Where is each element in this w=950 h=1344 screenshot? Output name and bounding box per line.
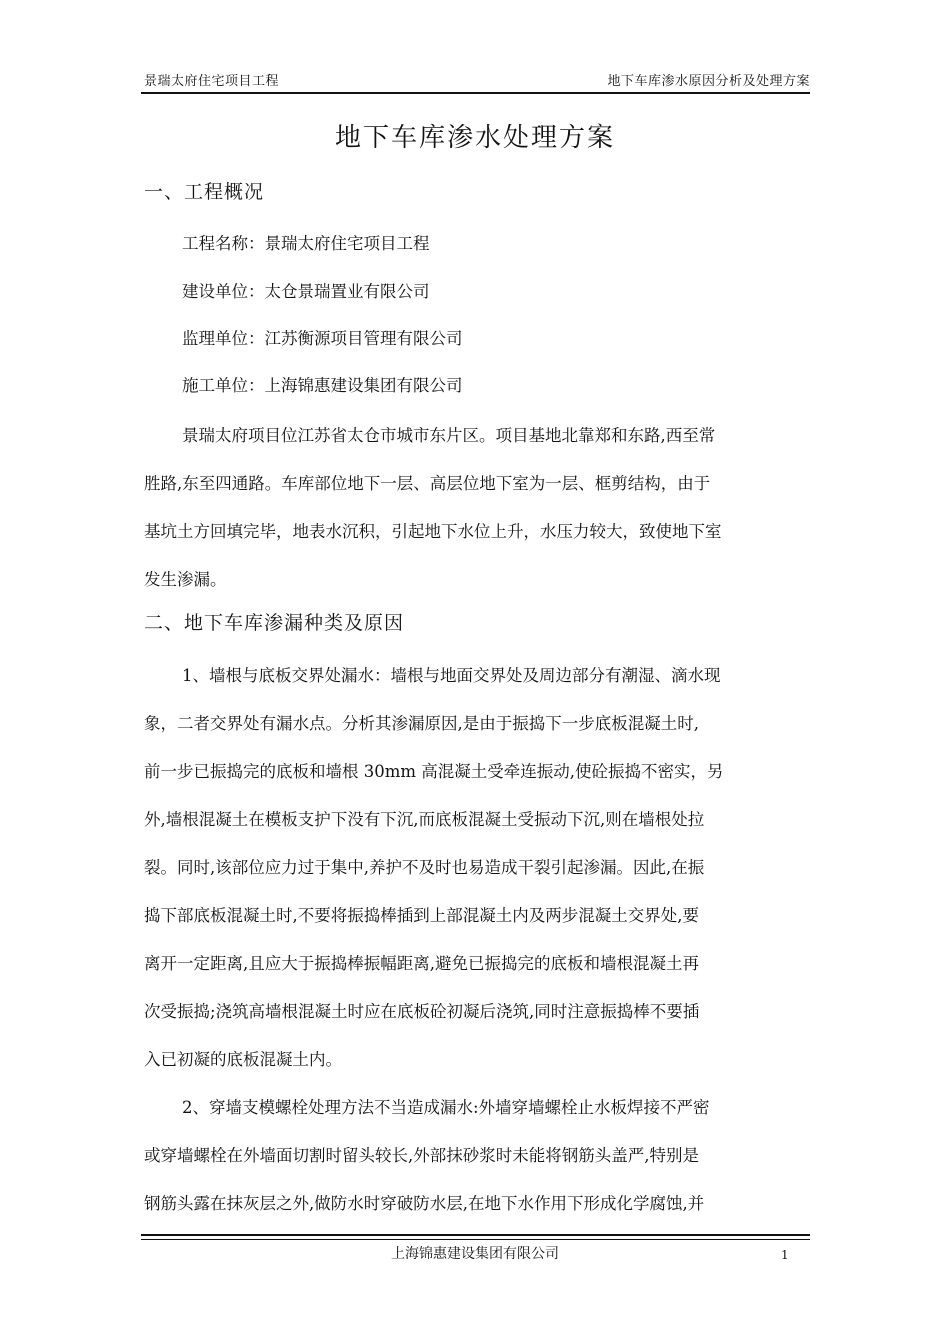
overview-paragraph-line: 胜路,东至四通路。车库部位地下一层、高层位地下室为一层、框剪结构，由于 bbox=[144, 474, 711, 493]
item1-paragraph-line: 离开一定距离,且应大于振捣棒振幅距离,避免已振捣完的底板和墙根混凝土再 bbox=[144, 954, 699, 973]
page-header bbox=[144, 66, 810, 90]
header-project-name: 景瑞太府住宅项目工程 bbox=[144, 74, 280, 89]
footer-company: 上海锦惠建设集团有限公司 bbox=[391, 1246, 559, 1262]
item1-paragraph-line: 次受振捣;浇筑高墙根混凝土时应在底板砼初凝后浇筑,同时注意振捣棒不要插 bbox=[144, 1002, 700, 1021]
supervisor-line: 监理单位：江苏衡源项目管理有限公司 bbox=[182, 329, 463, 348]
item1-paragraph-line: 前一步已振捣完的底板和墙根 30mm 高混凝土受牵连振动,使砼振捣不密实，另 bbox=[144, 762, 724, 781]
item1-paragraph-line: 外,墙根混凝土在模板支护下没有下沉,而底板混凝土受振动下沉,则在墙根处拉 bbox=[144, 810, 705, 829]
item1-paragraph-line: 1、墙根与底板交界处漏水：墙根与地面交界处及周边部分有潮湿、滴水现 bbox=[182, 666, 721, 685]
item2-paragraph-line: 2、穿墙支模螺栓处理方法不当造成漏水:外墙穿墙螺栓止水板焊接不严密 bbox=[182, 1098, 710, 1117]
item2-paragraph-line: 或穿墙螺栓在外墙面切割时留头较长,外部抹砂浆时未能将钢筋头盖严,特别是 bbox=[144, 1146, 699, 1165]
overview-paragraph-line: 发生渗漏。 bbox=[144, 570, 227, 589]
item2-paragraph-line: 钢筋头露在抹灰层之外,做防水时穿破防水层,在地下水作用下形成化学腐蚀,并 bbox=[144, 1194, 705, 1213]
item1-paragraph-line: 入已初凝的底板混凝土内。 bbox=[144, 1050, 342, 1069]
project-name-line: 工程名称：景瑞太府住宅项目工程 bbox=[182, 234, 430, 253]
contractor-line: 施工单位：上海锦惠建设集团有限公司 bbox=[182, 376, 463, 395]
section-heading-causes: 二、地下车库渗漏种类及原因 bbox=[144, 612, 405, 634]
item1-paragraph-line: 裂。同时,该部位应力过于集中,养护不及时也易造成干裂引起渗漏。因此,在振 bbox=[144, 858, 705, 877]
item1-paragraph-line: 象，二者交界处有漏水点。分析其渗漏原因,是由于振捣下一步底板混凝土时, bbox=[144, 714, 699, 733]
page-number: 1 bbox=[781, 1248, 789, 1262]
footer-rule-thin bbox=[141, 1239, 810, 1240]
overview-paragraph-line: 景瑞太府项目位江苏省太仓市城市东片区。项目基地北靠郑和东路,西至常 bbox=[182, 426, 716, 445]
item1-paragraph-line: 捣下部底板混凝土时,不要将振捣棒插到上部混凝土内及两步混凝土交界处,要 bbox=[144, 906, 699, 925]
section-heading-overview: 一、工程概况 bbox=[144, 181, 265, 203]
header-document-title: 地下车库渗水原因分析及处理方案 bbox=[607, 74, 810, 89]
overview-paragraph-line: 基坑土方回填完毕，地表水沉积，引起地下水位上升，水压力较大，致使地下室 bbox=[144, 522, 722, 541]
document-title: 地下车库渗水处理方案 bbox=[334, 123, 615, 153]
header-rule bbox=[141, 92, 810, 94]
owner-line: 建设单位：太仓景瑞置业有限公司 bbox=[182, 282, 430, 301]
footer-rule-thick bbox=[141, 1234, 810, 1236]
